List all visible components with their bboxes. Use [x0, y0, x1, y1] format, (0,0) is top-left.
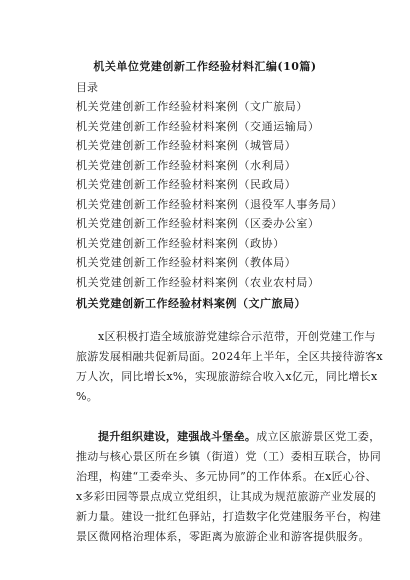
toc-item[interactable]: 机关党建创新工作经验材料案例（区委办公室）: [76, 217, 320, 230]
paragraph-line: 景区微网格治理体系，零距离为旅游企业和游客提供服务。: [76, 530, 370, 543]
paragraph-line: [76, 427, 381, 447]
toc-item[interactable]: 机关党建创新工作经验材料案例（政协）: [76, 236, 285, 250]
toc-heading: 目录: [76, 81, 98, 94]
document-title: 机关单位党建创新工作经验材料汇编(10篇): [93, 60, 317, 73]
paragraph-line: 万人次，同比增长x%，实现旅游综合收入x亿元，同比增长x: [76, 370, 378, 383]
toc-item[interactable]: 机关党建创新工作经验材料案例（水利局）: [76, 158, 297, 172]
paragraph-lead-rest: 成立区旅游景区党工委，: [256, 430, 381, 443]
paragraph-line: 推动与核心景区所在乡镇（街道）党（工）委相互联合，协同: [76, 450, 382, 463]
toc-item[interactable]: 机关党建创新工作经验材料案例（交通运输局）: [76, 119, 320, 133]
paragraph-line: x多彩田园等景点成立党组织，让其成为规范旅游产业发展的: [76, 490, 377, 503]
paragraph-line: x区积极打造全域旅游党建综合示范带，开创党建工作与: [98, 330, 376, 343]
paragraph-line: 旅游发展相融共促新局面。2024年上半年，全区共接待游客x: [76, 350, 383, 363]
paragraph-line: %。: [76, 390, 99, 403]
toc-item[interactable]: 机关党建创新工作经验材料案例（民政局）: [76, 178, 297, 191]
paragraph-line: 新力量。建设一批红色驿站，打造数字化党建服务平台，构建: [76, 510, 382, 523]
toc-item[interactable]: 机关党建创新工作经验材料案例（文广旅局）: [76, 100, 308, 113]
paragraph-lead-bold: 提升组织建设，建强战斗堡垒。: [98, 430, 257, 443]
paragraph-line: 治理，构建“工委牵头、多元协同”的工作体系。在x匠心谷、: [76, 470, 377, 483]
paragraph-organization: [76, 427, 382, 547]
toc-item[interactable]: 机关党建创新工作经验材料案例（城管局）: [76, 139, 297, 152]
toc-item[interactable]: 机关党建创新工作经验材料案例（农业农村局）: [76, 275, 320, 289]
toc-item[interactable]: 机关党建创新工作经验材料案例（教体局）: [76, 256, 297, 269]
toc-item[interactable]: 机关党建创新工作经验材料案例（退役军人事务局）: [76, 197, 343, 211]
table-of-contents: [76, 97, 343, 292]
paragraph-intro: [76, 327, 383, 407]
section-title: 机关党建创新工作经验材料案例（文广旅局）: [76, 297, 306, 310]
